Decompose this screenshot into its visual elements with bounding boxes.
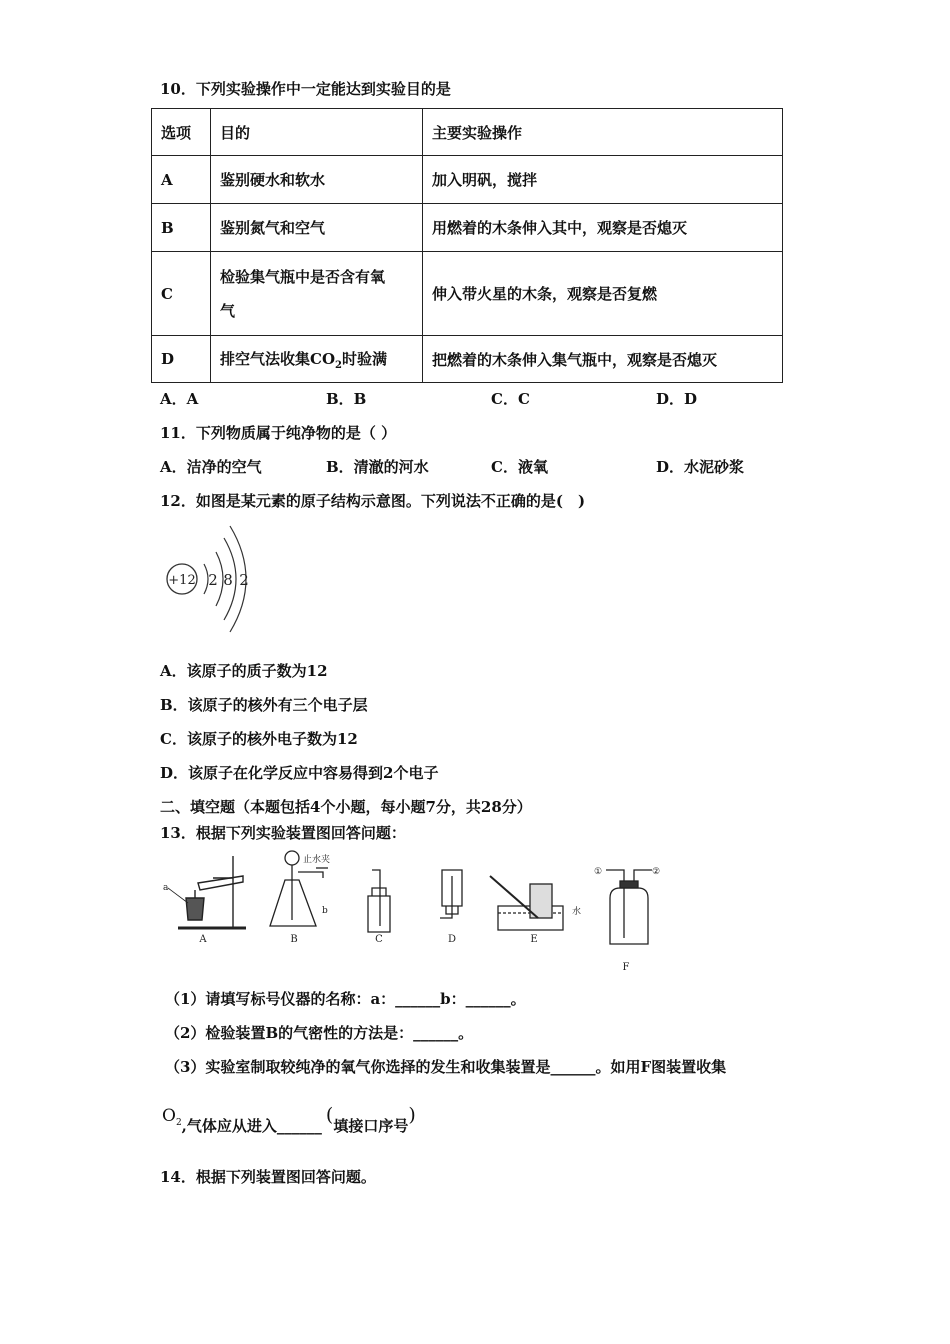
table-row: [152, 252, 783, 336]
q12-choice-b: B．该原子的核外有三个电子层: [160, 696, 368, 714]
apparatus-label-e: E: [530, 934, 538, 945]
apparatus-e: [490, 876, 563, 930]
q13-sub3-continued: [162, 1104, 416, 1135]
q11-choice-d: D．水泥砂浆: [656, 458, 745, 476]
apparatus-d: [440, 870, 462, 918]
header-operation: 主要实验操作: [423, 109, 783, 156]
goal-text: 时验满: [342, 349, 388, 368]
row-goal: 鉴别氮气和空气: [211, 204, 423, 252]
apparatus-label-f: F: [622, 962, 630, 973]
q11-choice-b: B．清澈的河水: [326, 458, 429, 476]
label-water: 水: [572, 907, 582, 917]
row-option: D: [152, 336, 211, 383]
q11-stem: 11．下列物质属于纯净物的是（ ）: [160, 424, 397, 442]
atom-structure-diagram: [160, 522, 260, 634]
label-clamp: 止水夹: [303, 855, 331, 865]
chem-subscript: 2: [175, 1118, 182, 1128]
q11-choice-a: A．洁净的空气: [160, 458, 262, 476]
q14-stem: 14．根据下列装置图回答问题。: [160, 1168, 376, 1186]
q13-stem: 13．根据下列实验装置图回答问题：: [160, 824, 406, 842]
row-operation: 加入明矾，搅拌: [423, 156, 783, 204]
q13-sub2: （2）检验装置B的气密性的方法是：______。: [165, 1024, 474, 1042]
header-option: 选项: [152, 109, 211, 156]
q10-table: [151, 108, 783, 383]
table-row: [152, 336, 783, 383]
fill-note: 填接口序号: [333, 1117, 409, 1135]
q12-choice-c: C．该原子的核外电子数为12: [160, 730, 358, 748]
q11-choice-c: C．液氧: [491, 458, 548, 476]
label-b: b: [322, 906, 328, 916]
row-option: A: [152, 156, 211, 204]
apparatus-label-c: C: [375, 934, 383, 945]
port-1-label: ①: [594, 867, 603, 877]
apparatus-f: [606, 870, 652, 944]
paren-close: ): [408, 1104, 416, 1126]
row-option: B: [152, 204, 211, 252]
q10-choice-c: C．C: [491, 390, 530, 408]
q10-choice-b: B．B: [326, 390, 367, 408]
row-goal: [211, 252, 423, 336]
header-goal: 目的: [211, 109, 423, 156]
row-goal: [211, 336, 423, 383]
q10-choice-d: D．D: [656, 390, 698, 408]
chem-subscript: 2: [335, 359, 342, 371]
goal-line-2: 气: [220, 301, 236, 320]
q12-choice-d: D．该原子在化学反应中容易得到2个电子: [160, 764, 439, 782]
q12-choice-a: A．该原子的质子数为12: [160, 662, 328, 680]
apparatus-c: [368, 870, 390, 932]
row-operation: 用燃着的木条伸入其中，观察是否熄灭: [423, 204, 783, 252]
q10-stem: 10．下列实验操作中一定能达到实验目的是: [160, 80, 451, 98]
chem-formula: O: [162, 1106, 176, 1126]
row-operation: 伸入带火星的木条，观察是否复燃: [423, 252, 783, 336]
section-title: 二、填空题（本题包括4个小题，每小题7分，共28分）: [160, 798, 532, 816]
q12-stem: 12．如图是某元素的原子结构示意图。下列说法不正确的是( ): [160, 492, 586, 510]
table-row: [152, 204, 783, 252]
lab-apparatus-diagram: [158, 848, 678, 978]
pointer-line: [168, 888, 188, 903]
table-row: [152, 156, 783, 204]
q10-choice-a: A．A: [160, 390, 199, 408]
goal-line-1: 检验集气瓶中是否含有氧: [220, 267, 386, 286]
row-option: C: [152, 252, 211, 336]
fill-blank-text: ,气体应从进入______: [181, 1117, 322, 1135]
apparatus-label-b: B: [290, 934, 298, 945]
q13-sub1: （1）请填写标号仪器的名称：a：______b：______。: [165, 990, 526, 1008]
shell-electrons: 2: [208, 571, 218, 589]
apparatus-a: [178, 856, 246, 928]
shell-electrons: 8: [223, 571, 233, 589]
paren-open: (: [325, 1104, 334, 1126]
row-operation: 把燃着的木条伸入集气瓶中，观察是否熄灭: [423, 336, 783, 383]
port-2-label: ②: [652, 867, 661, 877]
shell-electrons: 2: [239, 571, 249, 589]
apparatus-label-a: A: [199, 934, 207, 945]
q13-sub3: （3）实验室制取较纯净的氧气你选择的发生和收集装置是______。如用F图装置收集: [165, 1058, 727, 1076]
table-header-row: [152, 109, 783, 156]
row-goal: 鉴别硬水和软水: [211, 156, 423, 204]
label-a: a: [163, 883, 169, 893]
goal-text: 排空气法收集: [220, 349, 311, 368]
chem-formula: CO: [310, 349, 336, 368]
apparatus-label-d: D: [447, 934, 457, 945]
nucleus-charge: +12: [168, 573, 196, 588]
